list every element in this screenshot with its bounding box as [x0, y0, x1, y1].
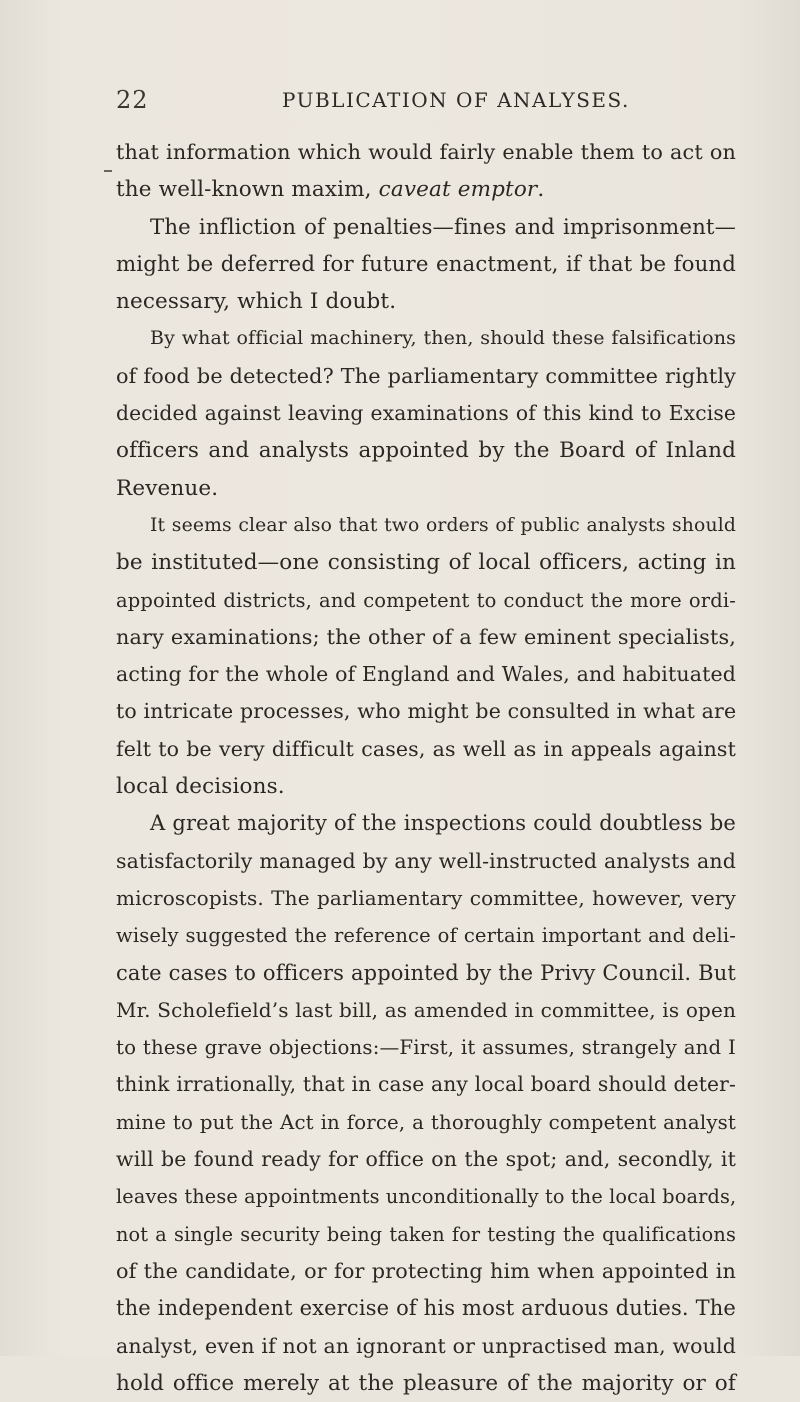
text-line: mine to put the Act in force, a thoroughly competent analyst — [116, 1110, 736, 1134]
body-text — [116, 134, 736, 1402]
text-line: By what official machinery, then, should these falsifications — [150, 327, 736, 350]
running-head — [116, 86, 736, 116]
text-line: analyst, even if not an ignorant or unpractised man, would — [116, 1333, 736, 1358]
text-line: will be found ready for office on the spot; and, secondly, it — [116, 1147, 736, 1172]
text-line: local decisions. — [116, 774, 285, 800]
text-line: decided against leaving examinations of this kind to Excise — [116, 401, 736, 426]
text-line: necessary, which I doubt. — [116, 289, 397, 315]
text-line: microscopists. The parliamentary committee, however, very — [116, 885, 736, 910]
text-line: It seems clear also that two orders of public analysts should — [150, 514, 736, 536]
page-number: 22 — [116, 86, 149, 114]
text-line: hold office merely at the pleasure of the majority or of — [116, 1370, 736, 1396]
text-line: officers and analysts appointed by the Board of Inland — [116, 438, 736, 464]
text-line: wisely suggested the reference of certain important and deli- — [116, 924, 736, 948]
text-line: satisfactorily managed by any well-instructed analysts and — [116, 848, 736, 873]
text-line: think irrationally, that in case any local board should deter- — [116, 1072, 736, 1097]
text-line: Mr. Scholefield’s last bill, as amended in committee, is open — [116, 997, 736, 1022]
text-line: of food be detected? The parliamentary committee rightly — [116, 363, 736, 388]
margin-mark — [104, 170, 112, 172]
text-line: the well-known maxim, caveat emptor. — [116, 177, 545, 203]
text-line: cate cases to officers appointed by the Privy Council. But — [116, 960, 736, 985]
text-line: acting for the whole of England and Wales, and habituated — [116, 662, 737, 687]
text-line: that information which would fairly enable them to act on — [116, 140, 736, 164]
text-line: of the candidate, or for protecting him when appointed in — [116, 1258, 736, 1283]
text-line: nary examinations; the other of a few eminent specialists, — [116, 624, 736, 649]
text-line: the independent exercise of his most arduous duties. The — [116, 1296, 736, 1321]
text-line: A great majority of the inspections could doubtless be — [150, 811, 736, 836]
text-line: be instituted—one consisting of local officers, acting in — [116, 550, 736, 576]
text-line: to intricate processes, who might be consulted in what are — [116, 699, 737, 724]
text-line: not a single security being taken for testing the qualifications — [116, 1222, 736, 1246]
text-line: felt to be very difficult cases, as well as in appeals against — [116, 736, 736, 761]
running-title: PUBLICATION OF ANALYSES. — [282, 88, 630, 112]
text-line: The infliction of penalties—fines and imprisonment— — [150, 214, 736, 240]
latin-phrase: caveat emptor — [378, 177, 538, 203]
text-line: to these grave objections:—First, it assumes, strangely and I — [116, 1036, 736, 1060]
text-line: appointed districts, and competent to conduct the more ordi- — [116, 588, 736, 612]
text-line: Revenue. — [116, 475, 219, 501]
text-line: leaves these appointments unconditionally to the local boards, — [116, 1185, 737, 1209]
text-line: might be deferred for future enactment, if that be found — [116, 251, 736, 277]
